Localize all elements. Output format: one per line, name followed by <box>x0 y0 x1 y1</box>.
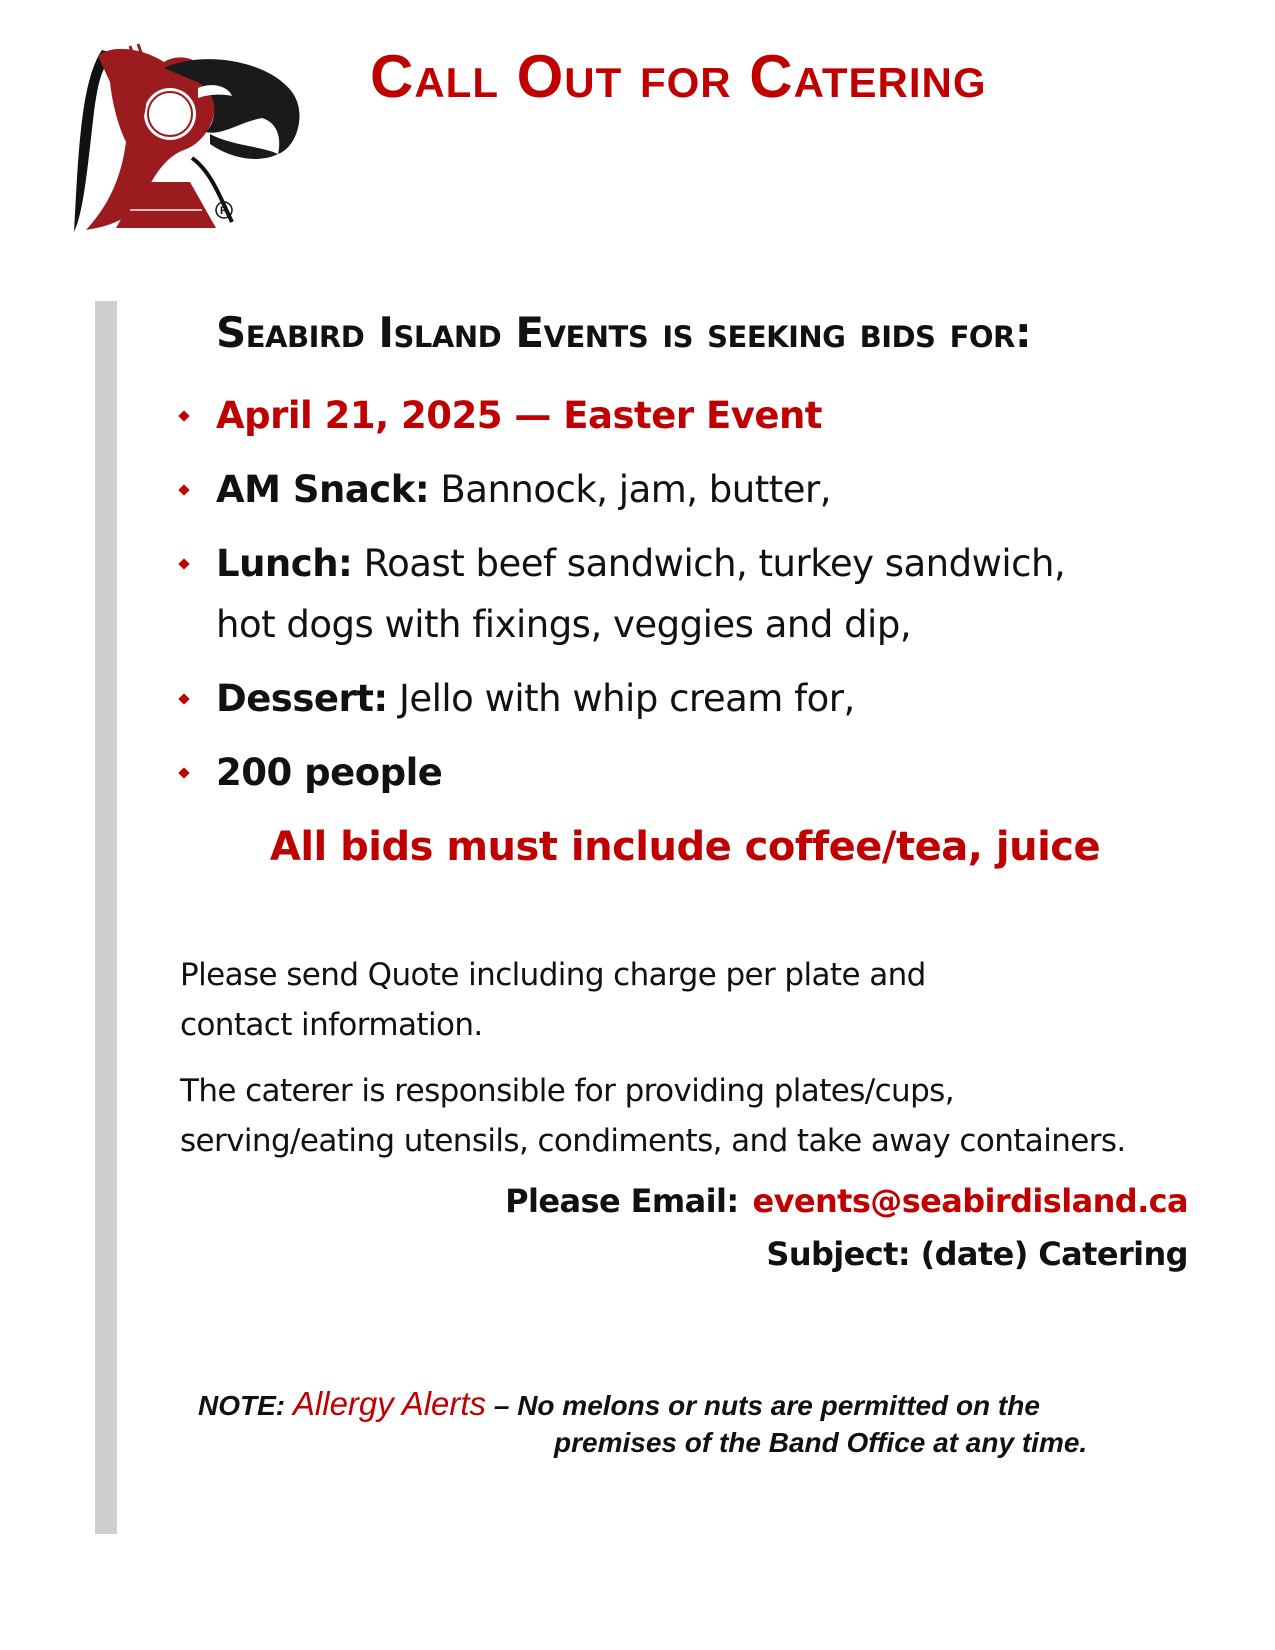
lunch-text: Roast beef sandwich, turkey sandwich, <box>352 542 1066 585</box>
allergy-alert-label: Allergy Alerts <box>292 1385 487 1422</box>
email-line <box>505 1177 1188 1225</box>
quote-line-1: Please send Quote including charge per plate and <box>180 957 926 993</box>
email-label: Please Email: <box>505 1182 739 1220</box>
allergy-note-line-1 <box>198 1384 1040 1426</box>
section-heading: Seabird Island Events is seeking bids for: <box>216 308 1032 357</box>
note-text-line-1: – No melons or nuts are permitted on the <box>493 1390 1040 1421</box>
caterer-line-1: The caterer is responsible for providing plates/cups, <box>180 1073 954 1109</box>
diamond-bullet-icon <box>178 484 189 495</box>
list-item-lunch <box>176 533 1216 655</box>
dessert-text: Jello with whip cream for, <box>387 677 855 720</box>
diamond-bullet-icon <box>178 767 189 778</box>
am-snack-text: Bannock, jam, butter, <box>429 468 831 511</box>
seabird-island-logo <box>72 42 312 250</box>
diamond-bullet-icon <box>178 693 189 704</box>
diamond-bullet-icon <box>178 558 189 569</box>
list-item-people-count <box>176 742 1216 803</box>
side-decoration-bar <box>95 301 117 1534</box>
people-count-label: 200 people <box>216 751 443 794</box>
email-link[interactable]: events@seabirdisland.ca <box>752 1182 1188 1220</box>
lunch-text-line2: hot dogs with fixings, veggies and dip, <box>216 603 912 646</box>
allergy-note-line-2: premises of the Band Office at any time. <box>554 1427 1088 1458</box>
list-item-event-date <box>176 385 1216 446</box>
registered-mark: R <box>220 205 228 217</box>
caterer-line-2: serving/eating utensils, condiments, and take away containers. <box>180 1123 1126 1159</box>
list-item-am-snack <box>176 459 1216 520</box>
seabird-island-eagle-logo-icon <box>72 42 312 250</box>
email-subject: Subject: (date) Catering <box>766 1235 1188 1273</box>
menu-list <box>176 385 1216 816</box>
bids-requirement: All bids must include coffee/tea, juice <box>269 824 1101 870</box>
am-snack-label: AM Snack: <box>216 468 430 511</box>
lunch-label: Lunch: <box>216 542 353 585</box>
caterer-responsibilities <box>180 1066 1180 1166</box>
quote-line-2: contact information. <box>180 1007 483 1043</box>
quote-instructions <box>180 950 1180 1050</box>
event-date-label: April 21, 2025 — Easter Event <box>216 394 822 437</box>
page-title: Call Out for Catering <box>370 43 987 110</box>
dessert-label: Dessert: <box>216 677 388 720</box>
list-item-dessert <box>176 668 1216 729</box>
diamond-bullet-icon <box>178 410 189 421</box>
note-prefix: NOTE: <box>198 1390 286 1421</box>
